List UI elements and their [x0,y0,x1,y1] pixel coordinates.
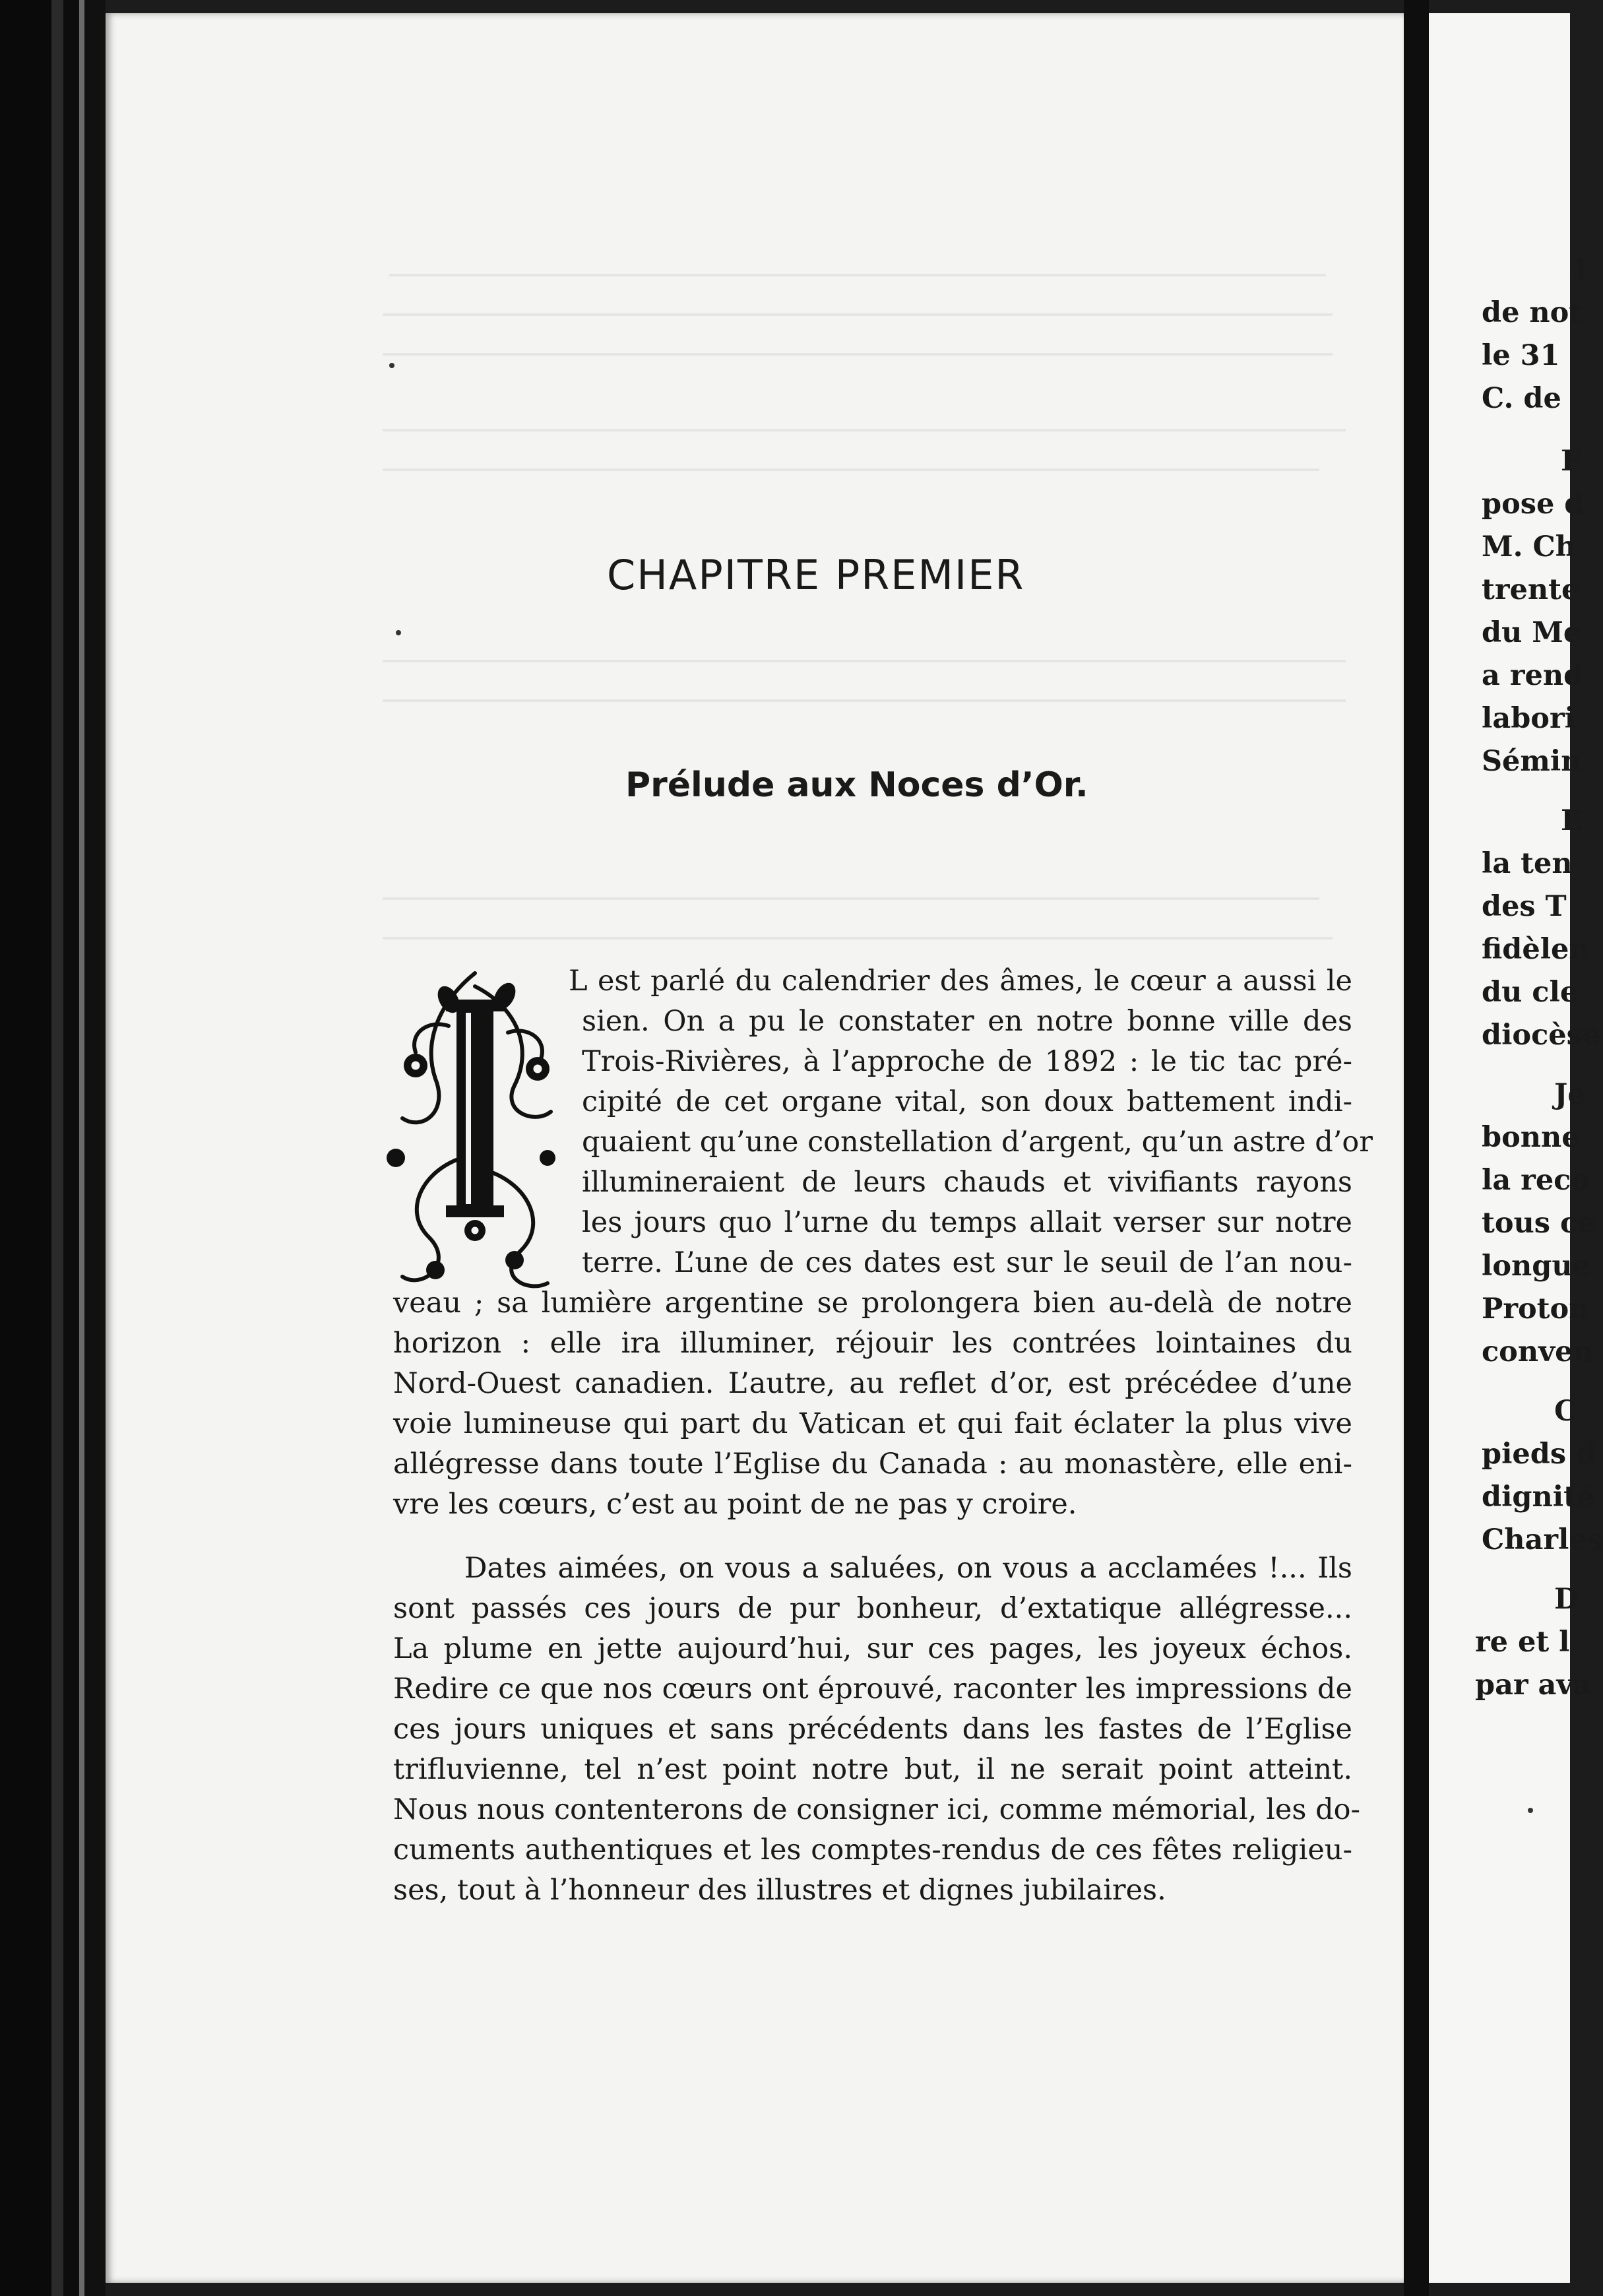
text-line: La plume en jette aujourd’hui, sur ces pages, les joyeux échos. [393,1632,1352,1665]
chapter-subtitle: Prélude aux Noces d’Or. [625,765,1088,805]
text-line: quaient qu’une constellation d’argent, qu’un astre d’or [582,1126,1373,1159]
right-text-line: tous ce [1482,1207,1596,1240]
right-text-line: conven [1482,1335,1594,1368]
text-line: sont passés ces jours de pur bonheur, d’extatique allégresse... [393,1592,1352,1625]
text-line: les jours quo l’urne du temps allait verser sur notre [582,1206,1352,1239]
text-line: Trois-Rivières, à l’approche de 1892 : le tic tac pré- [582,1045,1352,1078]
right-text-line: F [1561,445,1581,478]
right-text-line: I [1574,253,1588,286]
right-text-line: longue [1482,1250,1590,1283]
speck [389,363,394,368]
text-line: cuments authentiques et les comptes-rendus de ces fêtes religieu- [393,1834,1352,1866]
right-text-line: du Me [1482,616,1582,649]
right-page-text [1429,13,1603,2283]
text-line: sien. On a pu le constater en notre bonne ville des [582,1005,1352,1038]
text-line: vre les cœurs, c’est au point de ne pas y croire. [393,1488,1077,1521]
right-text-line: de not [1482,296,1583,329]
right-text-line: C [1554,1395,1577,1428]
text-line: Nous nous contenterons de consigner ici, comme mémorial, les do- [393,1793,1361,1826]
ornamental-drop-cap [383,960,567,1303]
text-line: L est parlé du calendrier des âmes, le cœur a aussi le [569,965,1352,998]
right-text-line: bonne [1482,1121,1580,1154]
right-text-line: C. de [1482,382,1561,415]
right-text-line: du cle [1482,976,1579,1009]
right-text-line: Sémin [1482,745,1582,778]
right-text-line: labori [1482,702,1575,735]
right-text-line: le 31 [1482,339,1560,372]
right-text-line: par ava [1475,1669,1592,1702]
text-line: Nord-Ouest canadien. L’autre, au reflet d’or, est précédee d’une [393,1367,1352,1400]
right-text-line: Je [1554,1078,1586,1111]
binding-edge [0,0,106,2296]
speck [1528,1808,1533,1813]
bleed-through [383,353,1333,356]
right-text-line: pieds d [1482,1438,1596,1471]
right-text-line: fidèlen [1482,933,1590,966]
chapter-title: CHAPITRE PREMIER [607,551,1025,599]
right-text-line: la reco [1482,1164,1590,1197]
text-line: illumineraient de leurs chauds et vivifiants rayons [582,1166,1352,1199]
bleed-through [383,897,1319,900]
text-line: cipité de cet organe vital, son doux battement indi- [582,1085,1352,1118]
bleed-through [383,468,1319,471]
bleed-through [383,699,1346,702]
bleed-through [389,274,1326,276]
right-text-line: D [1554,1583,1579,1616]
text-line: horizon : elle ira illuminer, réjouir les contrées lointaines du [393,1327,1352,1360]
text-line: ces jours uniques et sans précédents dans les fastes de l’Eglise [393,1713,1352,1746]
bleed-through [383,660,1346,662]
right-text-line: a rend [1482,659,1584,692]
gutter [1404,0,1429,2296]
text-line: veau ; sa lumière argentine se prolongera bien au-delà de notre [393,1287,1352,1320]
right-text-line: Proton [1482,1292,1590,1325]
text-line: Dates aimées, on vous a saluées, on vous a acclamées !... Ils [464,1552,1352,1585]
right-text-line: re et l [1475,1626,1570,1659]
bleed-through [383,937,1333,940]
bleed-through [383,429,1346,431]
right-text-line: Charles [1482,1523,1603,1556]
right-text-line: dignité [1482,1481,1595,1514]
right-text-line: trente [1482,573,1580,606]
speck [396,630,401,635]
bleed-through [383,313,1333,316]
floral-ornament-icon [383,960,567,1303]
right-text-line: la ten [1482,847,1573,880]
text-line: ses, tout à l’honneur des illustres et dignes jubilaires. [393,1874,1166,1907]
right-text-line: E [1561,804,1583,837]
text-line: allégresse dans toute l’Eglise du Canada : au monastère, elle eni- [393,1448,1352,1481]
text-line: Redire ce que nos cœurs ont éprouvé, raconter les impressions de [393,1673,1352,1706]
right-text-line: pose d [1482,488,1585,521]
right-text-line: diocèse [1482,1019,1601,1052]
right-text-line: M. Ch [1482,530,1577,563]
right-text-line: des T [1482,890,1567,923]
text-line: terre. L’une de ces dates est sur le seuil de l’an nou- [582,1246,1352,1279]
text-line: trifluvienne, tel n’est point notre but, il ne serait point atteint. [393,1753,1352,1786]
text-line: voie lumineuse qui part du Vatican et qui fait éclater la plus vive [393,1407,1352,1440]
